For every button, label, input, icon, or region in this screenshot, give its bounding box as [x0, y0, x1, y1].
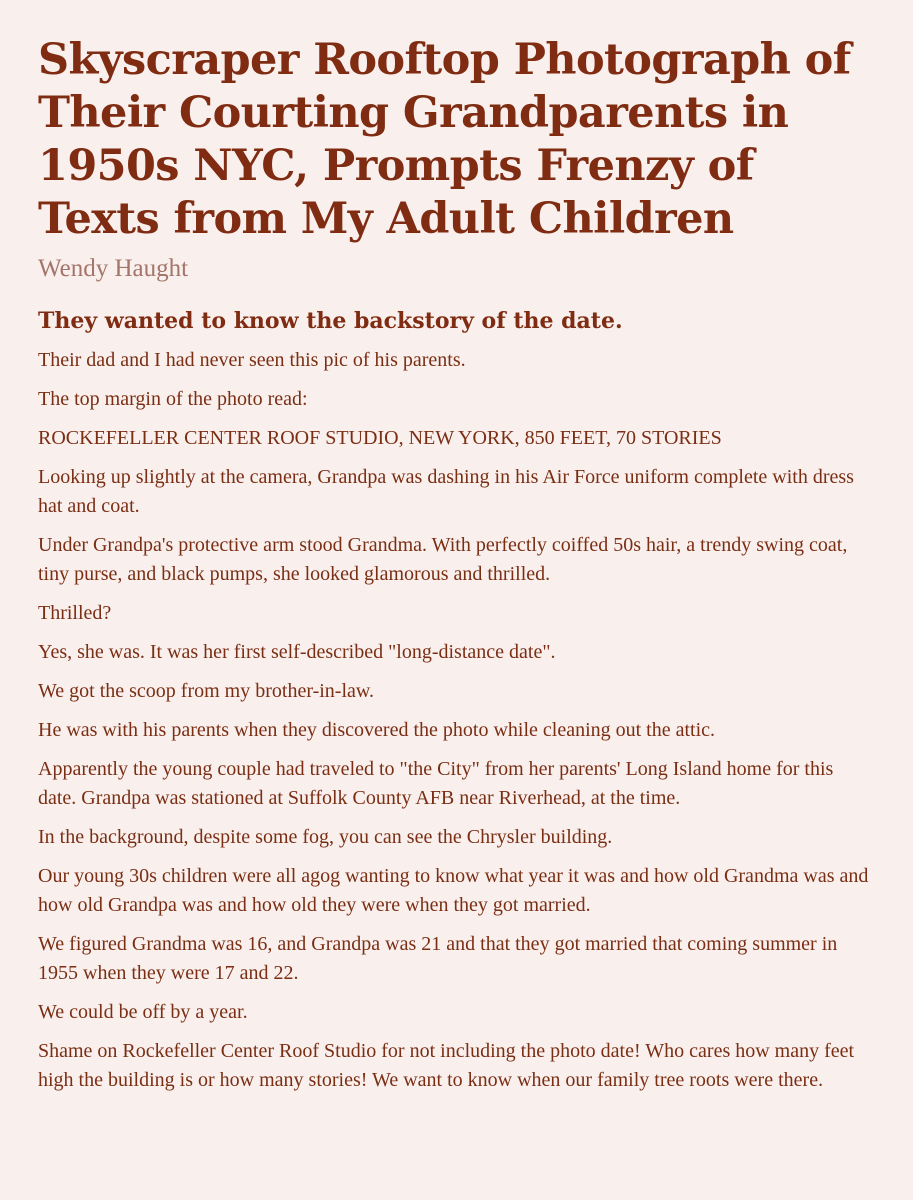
- author-name[interactable]: Wendy Haught: [38, 255, 189, 282]
- article-subtitle: They wanted to know the backstory of the date.: [38, 308, 623, 334]
- paragraph: Apparently the young couple had traveled to "the City" from her parents' Long Island home for this date. Grandpa was stationed at Suffolk County AFB near Riverhead, at the time.: [38, 758, 834, 809]
- paragraph: Our young 30s children were all agog wanting to know what year it was and how old Grandma was and how old Grandpa was and how old they were when they got married.: [38, 865, 869, 916]
- paragraph: We could be off by a year.: [38, 1001, 248, 1023]
- paragraph: Looking up slightly at the camera, Grandpa was dashing in his Air Force uniform complete with dress hat and coat.: [38, 466, 854, 517]
- paragraph: The top margin of the photo read:: [38, 388, 308, 410]
- paragraph: We figured Grandma was 16, and Grandpa was 21 and that they got married that coming summer in 1955 when they were 17 and 22.: [38, 933, 838, 984]
- paragraph: Yes, she was. It was her first self-described "long-distance date".: [38, 641, 556, 663]
- paragraph: He was with his parents when they discovered the photo while cleaning out the attic.: [38, 719, 716, 741]
- paragraph: We got the scoop from my brother-in-law.: [38, 680, 375, 702]
- paragraph: Their dad and I had never seen this pic of his parents.: [38, 349, 466, 371]
- paragraph: Shame on Rockefeller Center Roof Studio for not including the photo date! Who cares how many feet high the building is or how many stories! We want to know when our family tree roots were there.: [38, 1040, 855, 1091]
- paragraph: In the background, despite some fog, you can see the Chrysler building.: [38, 826, 613, 848]
- paragraph: ROCKEFELLER CENTER ROOF STUDIO, NEW YORK, 850 FEET, 70 STORIES: [38, 427, 722, 449]
- paragraph: Under Grandpa's protective arm stood Grandma. With perfectly coiffed 50s hair, a trendy swing coat, tiny purse, and black pumps, she looked glamorous and thrilled.: [38, 534, 848, 585]
- article-body: [38, 346, 875, 1095]
- paragraph: Thrilled?: [38, 602, 112, 624]
- article-title: Skyscraper Rooftop Photograph of Their Courting Grandparents in 1950s NYC, Prompts Frenzy of Texts from My Adult Children: [38, 35, 851, 244]
